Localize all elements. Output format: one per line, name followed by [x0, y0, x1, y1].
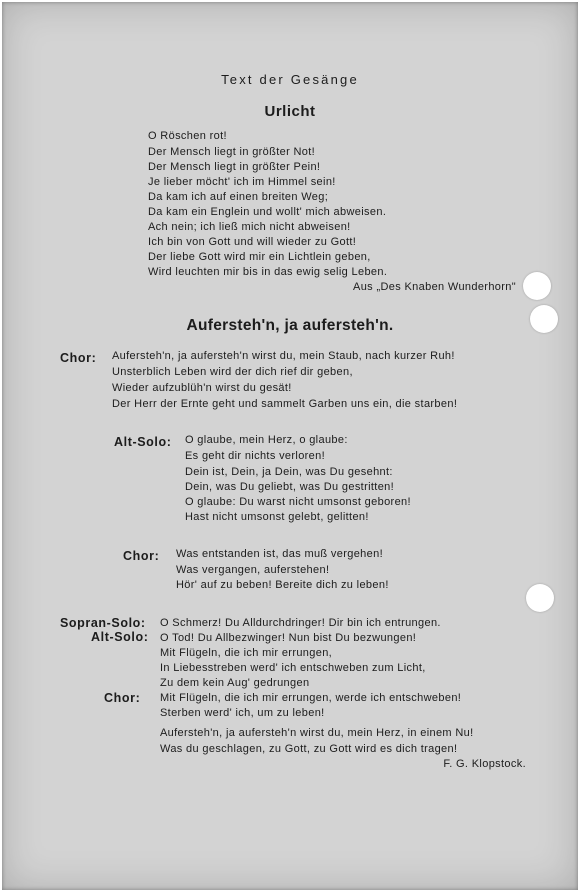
chor-line: Hör' auf zu beben! Bereite dich zu leben! [176, 579, 389, 591]
alt-solo-line: Hast nicht umsonst gelebt, gelitten! [185, 511, 369, 523]
alt-solo-line: O glaube, mein Herz, o glaube: [185, 434, 348, 446]
chor-line: Sterben werd' ich, um zu leben! [160, 707, 325, 719]
urlicht-line: Der Mensch liegt in größter Pein! [148, 161, 321, 173]
alt-solo-line: Zu dem kein Aug' gedrungen [160, 677, 310, 689]
alt-solo-line: In Liebesstreben werd' ich entschweben zum Licht, [160, 662, 426, 674]
speaker-chor: Chor: [123, 549, 160, 563]
chor-line: Wieder aufzublüh'n wirst du gesät! [112, 382, 292, 394]
urlicht-line: Je lieber möcht' ich im Himmel sein! [148, 176, 336, 188]
punch-hole [523, 272, 551, 300]
speaker-chor: Chor: [104, 691, 141, 705]
author-credit: F. G. Klopstock. [443, 758, 526, 770]
page-title: Text der Gesänge [221, 72, 359, 87]
sopran-solo-line: O Schmerz! Du Alldurchdringer! Dir bin ich entrungen. [160, 617, 441, 629]
speaker-sopran-solo: Sopran-Solo: [60, 616, 146, 630]
urlicht-line: Ich bin von Gott und will wieder zu Gott! [148, 236, 357, 248]
alt-solo-line: Dein ist, Dein, ja Dein, was Du gesehnt: [185, 466, 393, 478]
chor-line: Unsterblich Leben wird der dich rief dir geben, [112, 366, 353, 378]
urlicht-line: Der liebe Gott wird mir ein Lichtlein geben, [148, 251, 371, 263]
chor-line: Mit Flügeln, die ich mir errungen, werde ich entschweben! [160, 692, 462, 704]
closing-line: Aufersteh'n, ja aufersteh'n wirst du, mein Herz, in einem Nu! [160, 727, 474, 739]
auferstehn-heading: Aufersteh'n, ja aufersteh'n. [186, 317, 394, 334]
urlicht-line: Der Mensch liegt in größter Not! [148, 146, 316, 158]
speaker-alt-solo: Alt-Solo: [114, 435, 172, 449]
urlicht-line: Da kam ich auf einen breiten Weg; [148, 191, 329, 203]
urlicht-line: Da kam ein Englein und wollt' mich abweisen. [148, 206, 387, 218]
chor-line: Aufersteh'n, ja aufersteh'n wirst du, mein Staub, nach kurzer Ruh! [112, 350, 455, 362]
chor-line: Was vergangen, auferstehen! [176, 564, 330, 576]
speaker-chor: Chor: [60, 351, 97, 365]
speaker-alt-solo: Alt-Solo: [91, 630, 149, 644]
alt-solo-line: Mit Flügeln, die ich mir errungen, [160, 647, 333, 659]
song-text-page [2, 2, 578, 890]
urlicht-line: Wird leuchten mir bis in das ewig selig Leben. [148, 266, 388, 278]
punch-hole [530, 305, 558, 333]
urlicht-line: O Röschen rot! [148, 130, 227, 142]
alt-solo-line: Es geht dir nichts verloren! [185, 450, 326, 462]
punch-hole [526, 584, 554, 612]
urlicht-heading: Urlicht [264, 103, 316, 120]
alt-solo-line: O Tod! Du Allbezwinger! Nun bist Du bezwungen! [160, 632, 417, 644]
chor-line: Der Herr der Ernte geht und sammelt Garben uns ein, die starben! [112, 398, 458, 410]
urlicht-source: Aus „Des Knaben Wunderhorn" [353, 281, 516, 293]
alt-solo-line: O glaube: Du warst nicht umsonst geboren! [185, 496, 411, 508]
alt-solo-line: Dein, was Du geliebt, was Du gestritten! [185, 481, 395, 493]
closing-line: Was du geschlagen, zu Gott, zu Gott wird es dich tragen! [160, 743, 458, 755]
urlicht-line: Ach nein; ich ließ mich nicht abweisen! [148, 221, 351, 233]
chor-line: Was entstanden ist, das muß vergehen! [176, 548, 383, 560]
